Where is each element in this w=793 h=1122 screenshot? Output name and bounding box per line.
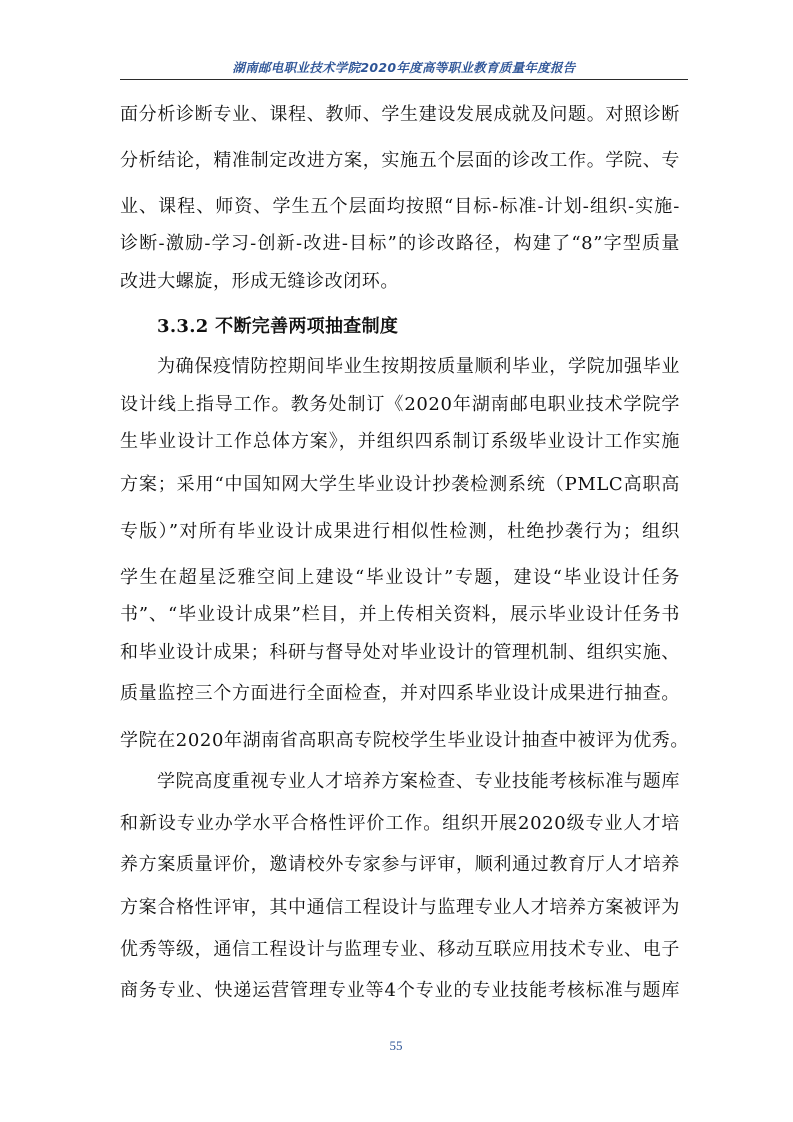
paragraph-line: 学院高度重视专业人才培养方案检查、专业技能考核标准与题库 [157,771,680,792]
paragraph-line: 改进大螺旋，形成无缝诊改闭环。 [120,271,399,292]
page-number: 55 [389,1038,403,1053]
paragraph-line: 面分析诊断专业、课程、教师、学生建设发展成就及问题。对照诊断 [120,104,680,125]
paragraph-line: 生毕业设计工作总体方案》，并组织四系制订系级毕业设计工作实施 [120,431,680,452]
running-header: 湖南邮电职业技术学院2020年度高等职业教育质量年度报告 [232,60,576,75]
paragraph-line: 方案；采用“中国知网大学生毕业设计抄袭检测系统（PMLC高职高 [120,474,680,495]
paragraph-line: 和新设专业办学水平合格性评价工作。组织开展2020级专业人才培 [120,813,680,834]
paragraph-line: 为确保疫情防控期间毕业生按期按质量顺利毕业，学院加强毕业 [157,356,680,377]
paragraph-line: 分析结论，精准制定改进方案，实施五个层面的诊改工作。学院、专 [120,150,680,171]
paragraph-line: 方案合格性评审，其中通信工程设计与监理专业人才培养方案被评为 [120,897,680,918]
paragraph-line: 书”、“毕业设计成果”栏目，并上传相关资料，展示毕业设计任务书 [120,604,680,625]
paragraph-line: 商务专业、快递运营管理专业等4个专业的专业技能考核标准与题库 [120,980,680,1001]
paragraph-line: 专版）”对所有毕业设计成果进行相似性检测，杜绝抄袭行为；组织 [120,521,680,542]
paragraph-line: 质量监控三个方面进行全面检查，并对四系毕业设计成果进行抽查。 [120,683,680,704]
paragraph-line: 养方案质量评价，邀请校外专家参与评审，顺利通过教育厅人才培养 [120,854,680,875]
paragraph-line: 学院在2020年湖南省高职高专院校学生毕业设计抽查中被评为优秀。 [120,730,690,751]
paragraph-line: 学生在超星泛雅空间上建设“毕业设计”专题，建设“毕业设计任务 [120,567,680,588]
paragraph-line: 优秀等级，通信工程设计与监理专业、移动互联应用技术专业、电子 [120,939,680,960]
section-heading: 3.3.2 不断完善两项抽查制度 [157,316,399,337]
paragraph-line: 业、课程、师资、学生五个层面均按照“目标-标准-计划-组织-实施- [120,196,680,217]
paragraph-line: 和毕业设计成果；科研与督导处对毕业设计的管理机制、组织实施、 [120,642,680,663]
paragraph-line: 设计线上指导工作。教务处制订《2020年湖南邮电职业技术学院学 [120,394,680,415]
paragraph-line: 诊断-激励-学习-创新-改进-目标”的诊改路径，构建了“8”字型质量 [120,233,680,254]
header-rule [120,79,688,80]
